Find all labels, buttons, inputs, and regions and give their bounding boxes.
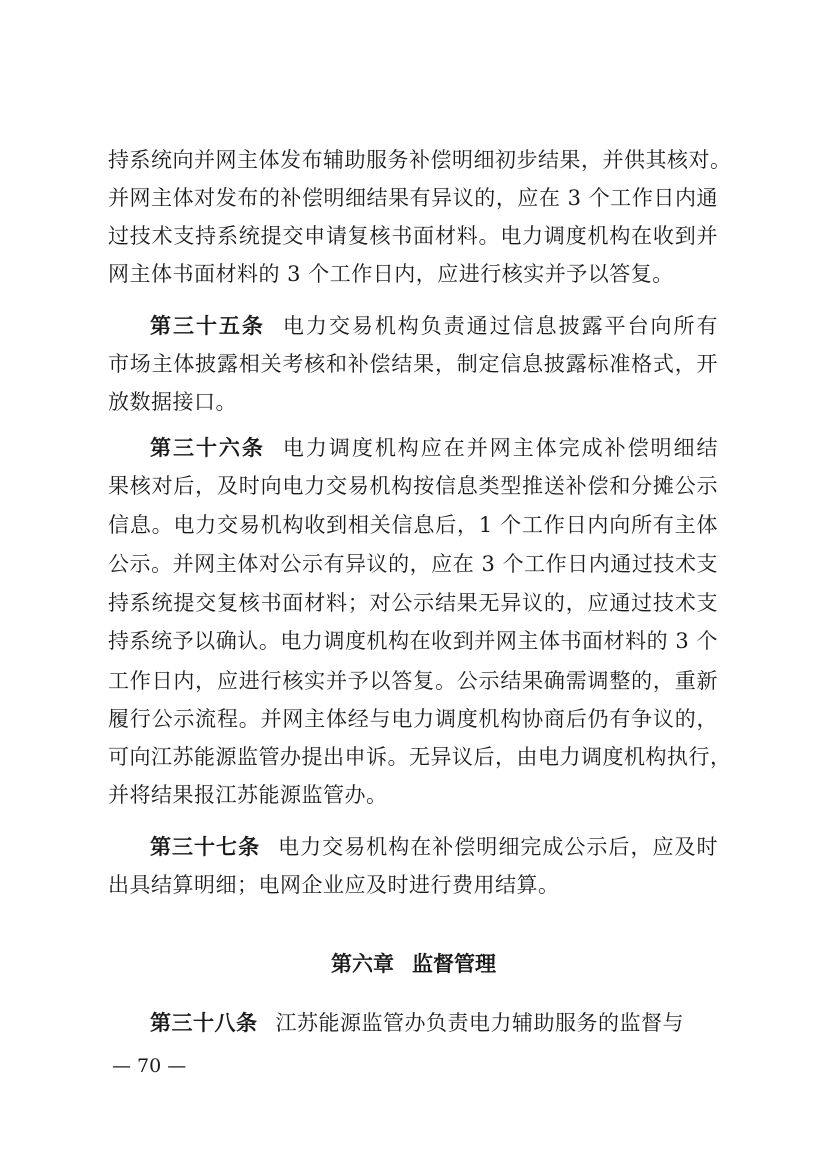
body-text-line: 并将结果报江苏能源监管办。 xyxy=(108,783,388,807)
body-text-line: 网主体书面材料的 3 个工作日内，应进行核实并予以答复。 xyxy=(108,262,674,286)
body-text-line: 履行公示流程。并网主体经与电力调度机构协商后仍有争议的， xyxy=(108,707,718,731)
body-text-line: 持系统提交复核书面材料；对公示结果无异议的，应通过技术支 xyxy=(108,591,718,615)
article-38-text: 江苏能源监管办负责电力辅助服务的监督与 xyxy=(275,1011,684,1035)
body-text-line: 工作日内，应进行核实并予以答复。公示结果确需调整的，重新 xyxy=(108,669,718,693)
body-text-line: 并网主体对发布的补偿明细结果有异议的，应在 3 个工作日内通 xyxy=(108,186,718,210)
body-text-line: 果核对后，及时向电力交易机构按信息类型推送补偿和分摊公示 xyxy=(108,474,718,498)
article-35-first-line xyxy=(150,311,718,341)
chapter-heading xyxy=(0,948,827,980)
body-text-line: 市场主体披露相关考核和补偿结果，制定信息披露标准格式，开 xyxy=(108,352,718,376)
article-38-first-line xyxy=(150,1008,718,1038)
page-number: — 70 — xyxy=(112,1055,187,1077)
body-text-line: 公示。并网主体对公示有异议的，应在 3 个工作日内通过技术支 xyxy=(108,552,718,576)
article-37-first-line xyxy=(150,832,718,862)
body-text-line: 放数据接口。 xyxy=(108,390,237,414)
body-text-line: 信息。电力交易机构收到相关信息后，1 个工作日内向所有主体 xyxy=(108,513,718,537)
article-38-label: 第三十八条 xyxy=(150,1011,258,1035)
chapter-title: 监督管理 xyxy=(412,952,496,976)
body-text-line: 持系统向并网主体发布辅助服务补偿明细初步结果，并供其核对。 xyxy=(108,148,732,172)
article-35-text: 电力交易机构负责通过信息披露平台向所有 xyxy=(282,314,719,338)
article-35-label: 第三十五条 xyxy=(150,314,265,338)
article-37-text: 电力交易机构在补偿明细完成公示后，应及时 xyxy=(278,835,719,859)
chapter-number: 第六章 xyxy=(331,952,394,976)
article-36-label: 第三十六条 xyxy=(150,436,265,460)
article-36-text: 电力调度机构应在并网主体完成补偿明细结 xyxy=(282,436,719,460)
article-37-label: 第三十七条 xyxy=(150,835,261,859)
body-text-line: 可向江苏能源监管办提出申诉。无异议后，由电力调度机构执行， xyxy=(108,745,732,769)
article-36-first-line xyxy=(150,433,718,463)
body-text-line: 过技术支持系统提交申请复核书面材料。电力调度机构在收到并 xyxy=(108,224,718,248)
body-text-line: 持系统予以确认。电力调度机构在收到并网主体书面材料的 3 个 xyxy=(108,629,718,653)
body-text-line: 出具结算明细；电网企业应及时进行费用结算。 xyxy=(108,873,560,897)
